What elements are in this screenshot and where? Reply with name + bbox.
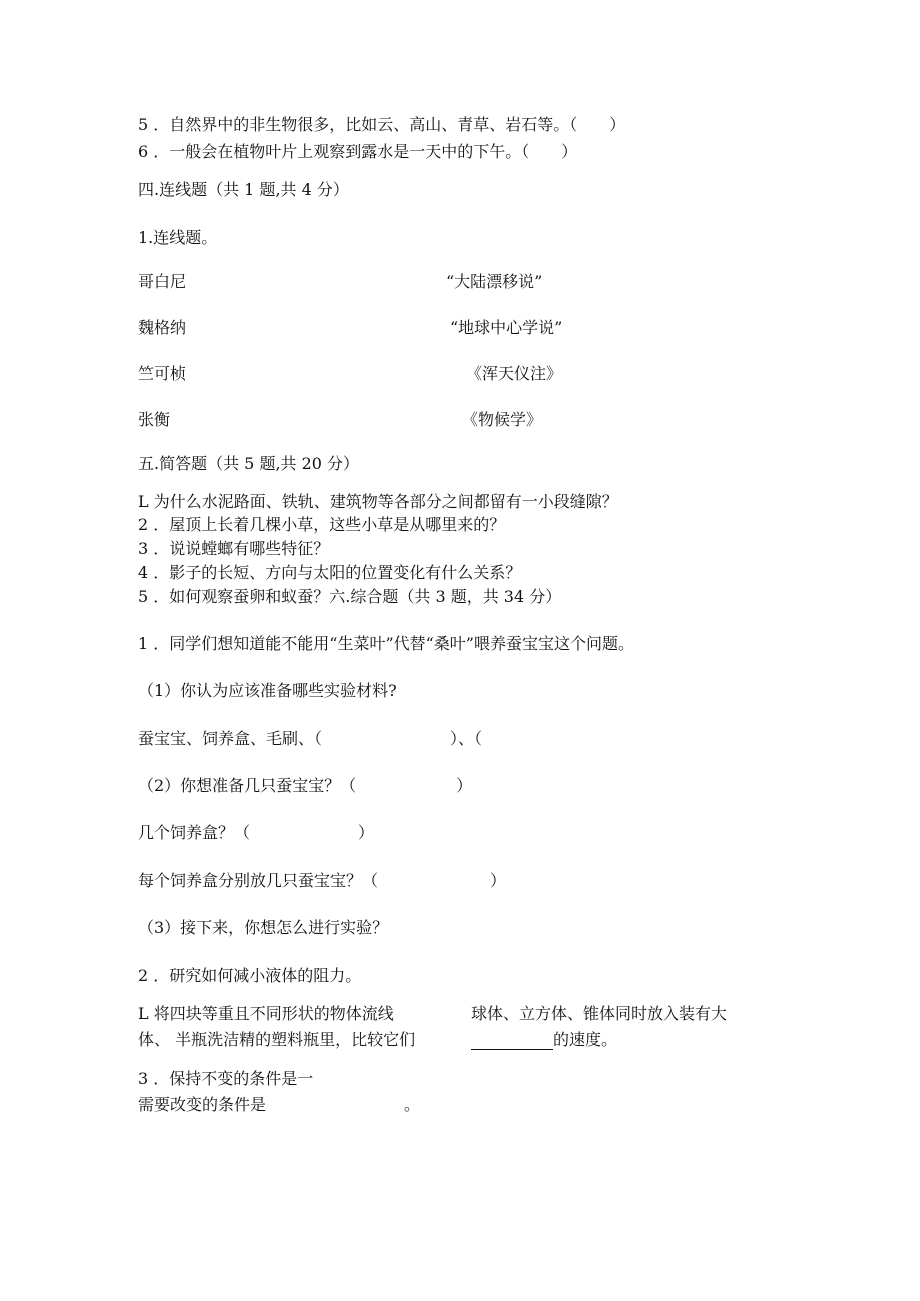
judge-item-5	[138, 115, 625, 135]
comprehensive-question-3: 3 ．保持不变的条件是一	[138, 1069, 314, 1088]
comprehensive-question-1: 1 ．同学们想知道能不能用“生菜叶”代替“桑叶”喂养蚕宝宝这个问题。	[138, 634, 634, 653]
each-box-question: 每个饲养盒分别放几只蚕宝宝？（ ）	[138, 871, 507, 890]
materials-line: 蚕宝宝、饲养盒、毛刷、（ ）、（	[138, 729, 483, 748]
boxes-question: 几个饲养盒？（ ）	[138, 823, 375, 842]
short-answer-2: 2 ．屋顶上长着几棵小草，这些小草是从哪里来的？	[138, 515, 506, 534]
match-left-2: 魏格纳	[138, 318, 187, 337]
sub-question-2: （2）你想准备几只蚕宝宝？（ ）	[138, 776, 473, 795]
sub-question-3: （3）接下来，你想怎么进行实验？	[138, 918, 389, 937]
matching-question: 1.连线题。	[138, 228, 218, 247]
match-right-2: “地球中心学说”	[450, 318, 563, 337]
section-5-title: 五.简答题（共 5 题,共 20 分）	[138, 454, 360, 473]
judge-item-6-text: 6 ．一般会在植物叶片上观察到露水是一天中的下午。	[138, 142, 522, 161]
match-left-3: 竺可桢	[138, 364, 187, 383]
comprehensive-question-2: 2 ．研究如何减小液体的阻力。	[138, 966, 362, 985]
changing-condition-line: 需要改变的条件是 。	[138, 1095, 421, 1114]
experiment-right-2: 的速度。	[471, 1030, 617, 1050]
experiment-left-2: 体、 半瓶洗洁精的塑料瓶里，比较它们	[138, 1030, 416, 1049]
judge-item-5-text: 5 ．自然界中的非生物很多，比如云、高山、青草、岩石等。	[138, 115, 570, 134]
short-answer-4: 4 ．影子的长短、方向与太阳的位置变化有什么关系？	[138, 563, 522, 582]
short-answer-5: 5 ．如何观察蚕卵和蚁蚕？六.综合题（共 3 题，共 34 分）	[138, 587, 562, 606]
match-right-4: 《物候学》	[462, 410, 543, 429]
experiment-right-1: 球体、立方体、锥体同时放入装有大	[471, 1004, 728, 1023]
answer-paren: （ ）	[569, 115, 626, 134]
experiment-left-1: L 将四块等重且不同形状的物体流线	[138, 1004, 394, 1023]
short-answer-3: 3 ．说说螳螂有哪些特征？	[138, 539, 330, 558]
match-left-4: 张衡	[138, 410, 171, 429]
short-answer-1: L 为什么水泥路面、铁轨、建筑物等各部分之间都留有一小段缝隙？	[138, 492, 618, 511]
match-right-1: “大陆漂移说”	[446, 272, 543, 291]
match-right-3: 《浑天仪注》	[466, 364, 563, 383]
section-4-title: 四.连线题（共 1 题,共 4 分）	[138, 180, 349, 199]
answer-underline[interactable]	[471, 1033, 553, 1050]
judge-item-6	[138, 142, 577, 162]
answer-paren: （ ）	[521, 142, 578, 161]
match-left-1: 哥白尼	[138, 272, 187, 291]
sub-question-1: （1）你认为应该准备哪些实验材料?	[138, 681, 397, 700]
